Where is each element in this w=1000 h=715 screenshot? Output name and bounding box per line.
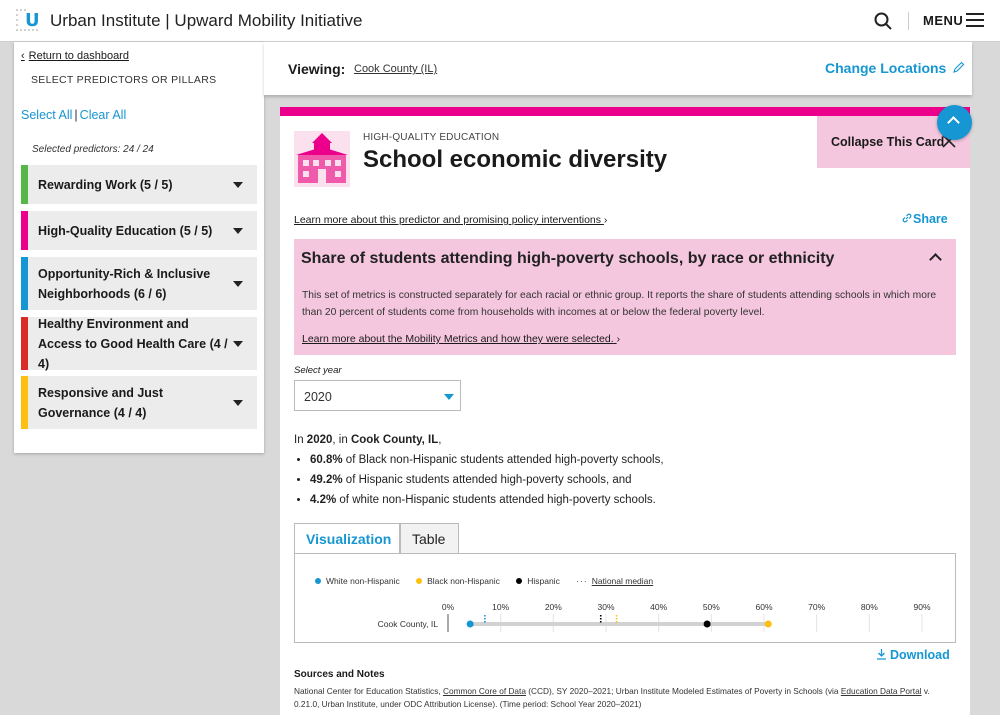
data-point: [704, 621, 711, 628]
clear-all-button[interactable]: Clear All: [79, 108, 127, 122]
summary-value: 60.8%: [310, 454, 343, 466]
change-locations-button[interactable]: [825, 60, 965, 76]
pillar-color-bar: [21, 317, 28, 370]
pillar-high-quality-education[interactable]: [21, 211, 257, 250]
pillar-label: High-Quality Education (5 / 5): [38, 223, 213, 238]
x-tick-label: 0%: [441, 602, 455, 612]
menu-button[interactable]: MENU: [923, 13, 964, 28]
x-tick-label: 10%: [492, 602, 510, 612]
selected-predictors-count: Selected predictors: 24 / 24: [32, 144, 154, 155]
pencil-icon: [952, 61, 965, 74]
common-core-link[interactable]: Common Core of Data: [442, 686, 526, 696]
summary-year: 2020: [306, 434, 333, 446]
site-brand[interactable]: Urban Institute | Upward Mobility Initiative: [50, 11, 363, 30]
tab-visualization[interactable]: Visualization: [294, 523, 400, 554]
chevron-up-icon: [947, 116, 960, 129]
pillar-color-bar: [21, 211, 28, 250]
select-all-button[interactable]: Select All: [21, 108, 73, 122]
chevron-down-icon[interactable]: [233, 341, 257, 347]
learn-more-label: Learn more about this predictor and promising policy interventions: [294, 214, 601, 226]
tab-table[interactable]: Table: [400, 523, 459, 553]
data-point: [765, 621, 772, 628]
x-tick-label: 70%: [808, 602, 826, 612]
chevron-down-icon[interactable]: [233, 228, 257, 234]
visualization-panel: [294, 553, 956, 643]
urban-logo-letter: U: [25, 10, 40, 31]
chevron-left-icon: ‹: [21, 50, 25, 62]
x-tick-label: 30%: [597, 602, 615, 612]
summary-in: In: [294, 434, 307, 446]
card-color-strip: [280, 107, 970, 116]
return-to-dashboard-link[interactable]: [21, 50, 129, 62]
sources-part: (CCD), SY 2020–2021; Urban Institute Modeled Estimates of Poverty in Schools (via: [525, 686, 841, 696]
summary-place: Cook County, IL: [350, 434, 439, 446]
share-label: Share: [913, 212, 948, 226]
year-select-value: 2020: [304, 390, 332, 404]
summary-list: [310, 450, 664, 510]
summary-text-item: of Black non-Hispanic students attended high-poverty schools,: [342, 454, 664, 466]
dotted-line-icon: ···: [576, 576, 588, 586]
select-clear-controls: [21, 108, 126, 122]
x-tick-label: 80%: [860, 602, 878, 612]
chevron-down-icon[interactable]: [233, 400, 257, 406]
learn-more-metrics-link[interactable]: [302, 333, 620, 345]
legend-label: National median: [591, 576, 654, 586]
caret-down-icon: [444, 394, 454, 400]
hamburger-icon[interactable]: [966, 13, 984, 27]
x-tick-label: 60%: [755, 602, 773, 612]
list-item: [310, 450, 664, 470]
chevron-down-icon[interactable]: [233, 281, 257, 287]
school-icon: [294, 131, 350, 187]
x-tick-label: 50%: [702, 602, 720, 612]
separator: |: [74, 108, 78, 122]
pillar-label: Opportunity-Rich & Inclusive Neighborhoods (6 / 6): [38, 266, 211, 301]
data-point: [467, 621, 474, 628]
card-title: School economic diversity: [363, 146, 668, 173]
list-item: [310, 490, 664, 510]
predictor-card: [280, 107, 970, 715]
row-label: Cook County, IL: [377, 619, 438, 629]
search-icon[interactable]: [874, 12, 892, 30]
chevron-up-icon[interactable]: [929, 253, 942, 266]
return-link-label: Return to dashboard: [28, 50, 129, 62]
learn-metrics-label: Learn more about the Mobility Metrics and how they were selected.: [302, 333, 614, 345]
summary-text-item: of Hispanic students attended high-poverty schools, and: [342, 474, 632, 486]
pillar-label: Healthy Environment and Access to Good Health Care (4 / 4): [38, 316, 228, 371]
summary-text: [294, 430, 664, 510]
download-label: Download: [890, 648, 950, 662]
legend-label: Hispanic: [527, 576, 560, 586]
education-data-portal-link[interactable]: Education Data Portal: [840, 686, 922, 696]
learn-more-predictor-link[interactable]: [294, 214, 607, 226]
pillar-rewarding-work[interactable]: [21, 165, 257, 204]
viewing-label: Viewing:: [288, 61, 346, 77]
header-divider: [908, 12, 909, 30]
metric-header: [294, 239, 956, 355]
year-select[interactable]: [294, 380, 461, 411]
sidebar: [14, 42, 264, 453]
pillar-color-bar: [21, 165, 28, 204]
chevron-right-icon: ›: [616, 333, 621, 345]
viewing-location-link[interactable]: Cook County (IL): [354, 63, 438, 75]
legend-label: White non-Hispanic: [326, 576, 400, 586]
collapse-card-label: Collapse This Card: [831, 135, 945, 149]
download-button[interactable]: [876, 648, 950, 662]
summary-text-item: of white non-Hispanic students attended high-poverty schools.: [336, 494, 656, 506]
x-tick-label: 90%: [913, 602, 931, 612]
viewing-bar: [264, 42, 972, 95]
summary-intro: [294, 430, 664, 450]
sources-part: National Center for Education Statistics,: [294, 686, 443, 696]
pillar-label: Rewarding Work (5 / 5): [38, 177, 173, 192]
summary-value: 4.2%: [310, 494, 337, 506]
sidebar-section-title: SELECT PREDICTORS OR PILLARS: [31, 74, 217, 86]
chevron-down-icon[interactable]: [233, 182, 257, 188]
summary-value: 49.2%: [310, 474, 343, 486]
link-icon: [901, 212, 913, 224]
share-button[interactable]: [901, 212, 948, 226]
pillar-health[interactable]: [21, 317, 257, 370]
metric-title: Share of students attending high-poverty schools, by race or ethnicity: [301, 250, 835, 267]
x-tick-label: 40%: [650, 602, 668, 612]
pillar-neighborhoods[interactable]: [21, 257, 257, 310]
sources-part: v. 0.21.0, Urban Institute, under ODC Attribution License). (Time period: School Year 2020–2021): [294, 686, 930, 709]
sources-title: Sources and Notes: [294, 669, 385, 680]
pillar-color-bar: [21, 376, 28, 429]
download-icon: [876, 648, 887, 660]
legend-label: Black non-Hispanic: [427, 576, 500, 586]
pillar-governance[interactable]: [21, 376, 257, 429]
list-item: [310, 470, 664, 490]
scroll-to-top-button[interactable]: [937, 105, 972, 140]
change-locations-label: Change Locations: [825, 60, 947, 76]
chevron-right-icon: ›: [603, 214, 608, 226]
select-year-label: Select year: [294, 365, 342, 376]
card-category: HIGH-QUALITY EDUCATION: [363, 132, 500, 143]
pillar-color-bar: [21, 257, 28, 310]
summary-end: ,: [438, 434, 442, 446]
dot-plot-chart: [295, 554, 957, 644]
summary-mid: , in: [332, 434, 351, 446]
top-header: [0, 0, 1000, 42]
pillar-label: Responsive and Just Governance (4 / 4): [38, 385, 164, 420]
metric-description: This set of metrics is constructed separately for each racial or ethnic group. It reports the share of students attending schools in which more than 20 percent of students come from households with incomes at or below the federal poverty level.: [302, 290, 937, 318]
x-tick-label: 20%: [544, 602, 562, 612]
sources-text: [294, 685, 956, 711]
